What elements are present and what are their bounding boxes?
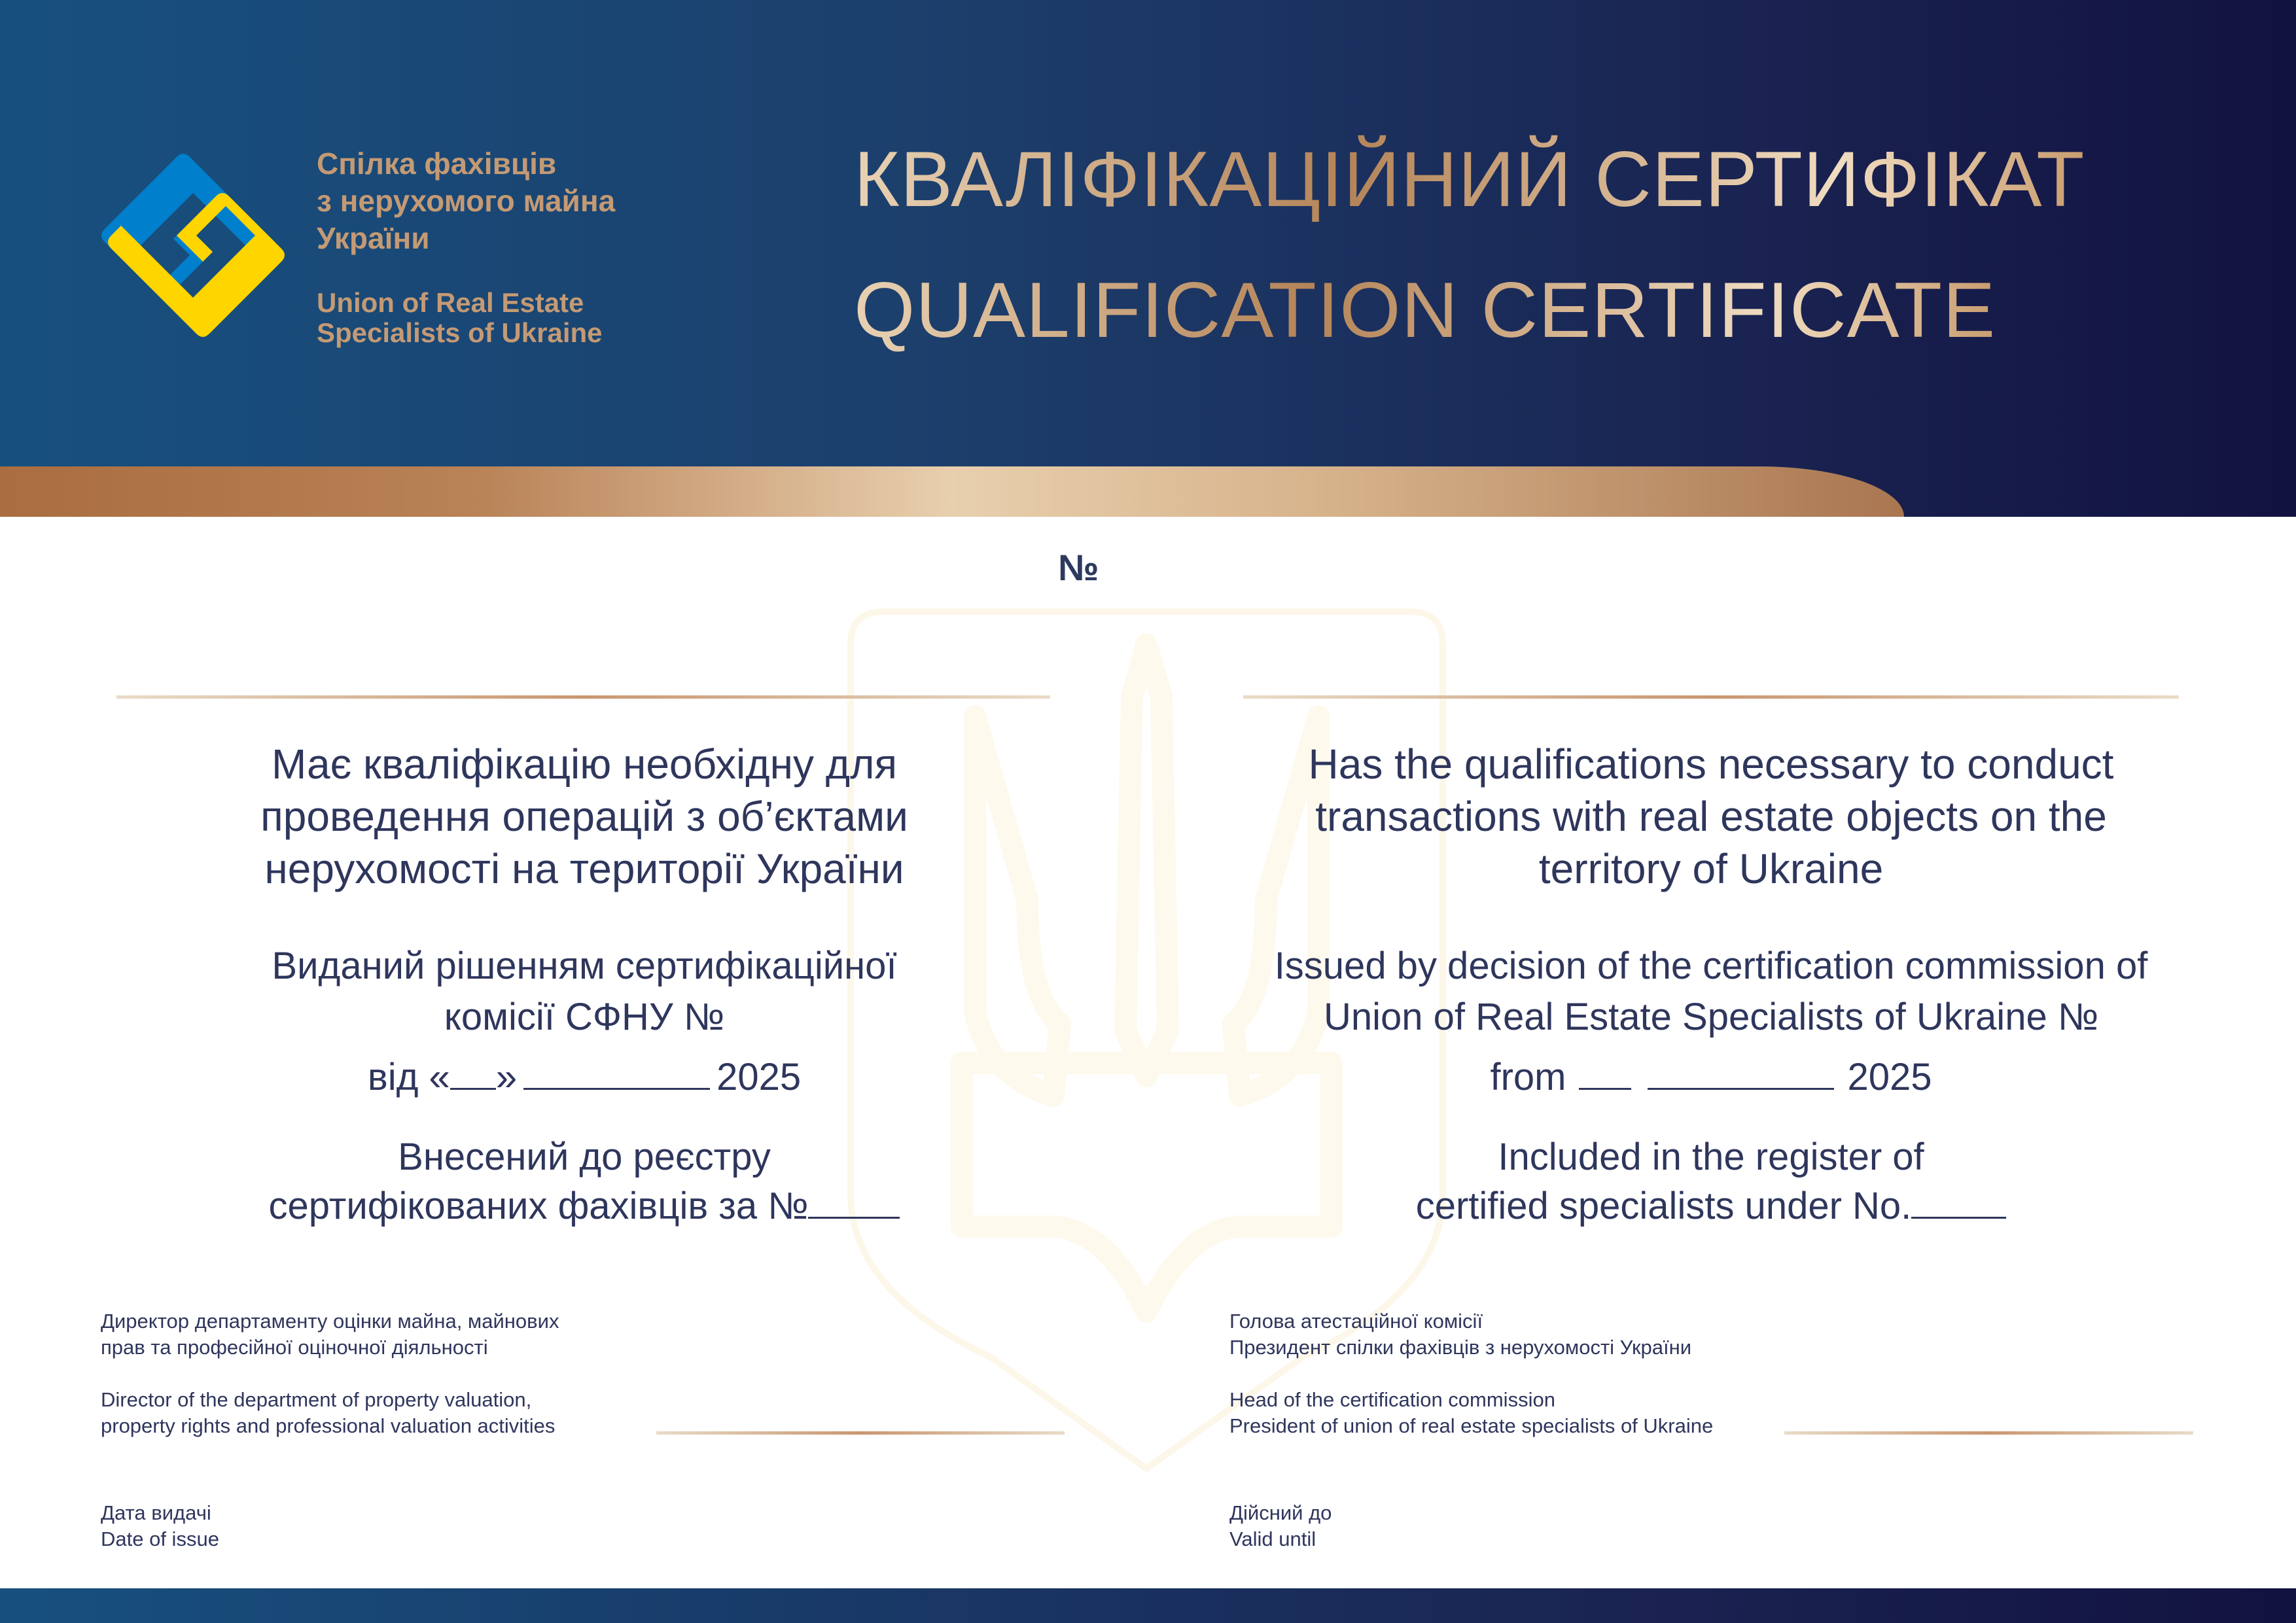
text-line: Дата видачі	[101, 1501, 211, 1524]
from-prefix: from	[1490, 1056, 1566, 1098]
signer-right	[1229, 1308, 1713, 1439]
text-line: certified specialists under No.	[1415, 1185, 1912, 1227]
month-field[interactable]	[523, 1052, 710, 1090]
org-name-en-line: Union of Real Estate	[317, 287, 584, 318]
header-banner	[0, 0, 2296, 517]
issue-date-line-ua	[61, 1052, 1108, 1103]
org-name-en	[317, 288, 603, 348]
text-line: Виданий рішенням сертифікаційної	[272, 945, 897, 987]
day-field[interactable]	[1579, 1052, 1631, 1090]
signer-left	[101, 1308, 559, 1439]
footer-bar	[0, 1588, 2296, 1623]
qualification-text-en	[1155, 738, 2267, 895]
register-number-field[interactable]	[1911, 1181, 2006, 1219]
from-prefix: від «	[367, 1056, 450, 1098]
org-name-ua-line: України	[317, 221, 430, 255]
text-line: Date of issue	[101, 1527, 219, 1550]
text-line: Президент спілки фахівців з нерухомості України	[1229, 1336, 1692, 1359]
text-line: Included in the register of	[1498, 1136, 1924, 1178]
text-line: нерухомості на території України	[264, 845, 904, 892]
issued-text-en	[1155, 941, 2267, 1103]
text-line: Head of the certification commission	[1229, 1388, 1555, 1411]
signature-line-left[interactable]	[656, 1431, 1065, 1435]
org-name-ua-line: з нерухомого майна	[317, 184, 616, 218]
text-line: Має кваліфікацію необхідну для	[271, 741, 898, 788]
text-line: прав та професійної оціночної діяльності	[101, 1336, 488, 1359]
divider-left	[116, 695, 1050, 699]
certificate-title-ua: КВАЛІФІКАЦІЙНИЙ СЕРТИФІКАТ	[854, 135, 2085, 223]
org-name-en-line: Specialists of Ukraine	[317, 317, 603, 348]
text-line: проведення операцій з об’єктами	[260, 793, 908, 840]
certificate-number-label: №	[1058, 547, 1099, 588]
day-field[interactable]	[450, 1052, 496, 1090]
year: 2025	[716, 1056, 802, 1098]
text-line: Issued by decision of the certification commission of	[1274, 945, 2148, 987]
issue-date-line-en	[1155, 1052, 2267, 1103]
org-name-ua-line: Спілка фахівців	[317, 147, 557, 181]
valid-until-label	[1229, 1500, 1332, 1552]
text-line: Valid until	[1229, 1527, 1316, 1550]
org-name-ua	[317, 145, 615, 257]
register-text-ua	[61, 1134, 1108, 1230]
text-line: Has the qualifications necessary to conduct	[1308, 741, 2114, 788]
union-logo-icon	[98, 150, 288, 340]
month-field[interactable]	[1648, 1052, 1834, 1090]
date-of-issue-label	[101, 1500, 219, 1552]
signature-line-right[interactable]	[1784, 1431, 2193, 1435]
issued-text-ua	[61, 941, 1108, 1103]
text-line: Union of Real Estate Specialists of Ukraine №	[1323, 996, 2099, 1038]
text-line: President of union of real estate specialists of Ukraine	[1229, 1414, 1714, 1437]
divider-right	[1243, 695, 2179, 699]
text-line: Director of the department of property valuation,	[101, 1388, 532, 1411]
text-line: property rights and professional valuation activities	[101, 1414, 556, 1437]
text-line: комісії СФНУ №	[444, 996, 725, 1038]
text-line: Директор департаменту оцінки майна, майнових	[101, 1310, 559, 1333]
register-text-en	[1155, 1134, 2267, 1230]
text-line: territory of Ukraine	[1538, 845, 1884, 892]
year: 2025	[1847, 1056, 1932, 1098]
from-mid: »	[495, 1056, 518, 1098]
text-line: сертифікованих фахівців за №	[268, 1185, 809, 1227]
register-number-field[interactable]	[808, 1181, 900, 1219]
text-line: Внесений до реєстру	[398, 1136, 771, 1178]
text-line: Голова атестаційної комісії	[1229, 1310, 1483, 1333]
gold-swoosh	[0, 466, 1904, 517]
qualification-text-ua	[61, 738, 1108, 895]
certificate-title-en: QUALIFICATION CERTIFICATE	[854, 266, 1996, 354]
text-line: Дійсний до	[1229, 1501, 1332, 1524]
text-line: transactions with real estate objects on the	[1315, 793, 2107, 840]
